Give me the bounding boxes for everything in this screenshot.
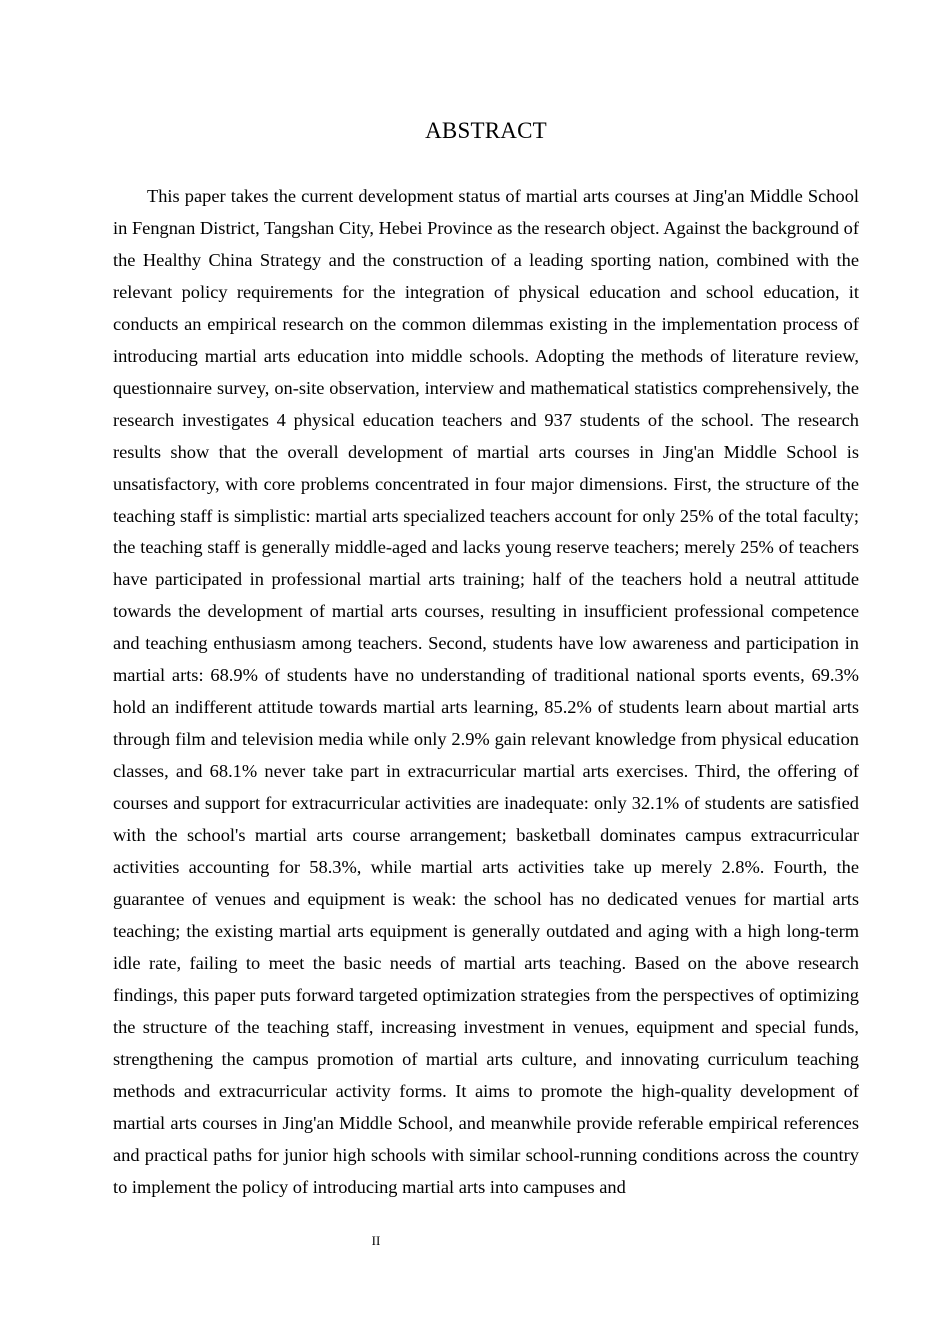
page-number: II <box>371 1233 381 1248</box>
abstract-body: This paper takes the current development status of martial arts courses at Jing'an Middle School in Fengnan District, Tangshan City, Hebei Province as the research object. Against the background of the Healthy China Strategy and the construction of a leading sporting nation, combined with the relevant policy requirements for the integration of physical education and school education, it conducts an empirical research on the common dilemmas existing in the implementation process of introducing martial arts education into middle schools. Adopting the methods of literature review, questionnaire survey, on-site observation, interview and mathematical statistics comprehensively, the research investigates 4 physical education teachers and 937 students of the school. The research results show that the overall development of martial arts courses in Jing'an Middle School is unsatisfactory, with core problems concentrated in four major dimensions. First, the structure of the teaching staff is simplistic: martial arts specialized teachers account for only 25% of the total faculty; the teaching staff is generally middle-aged and lacks young reserve teachers; merely 25% of teachers have participated in professional martial arts training; half of the teachers hold a neutral attitude towards the development of martial arts courses, resulting in insufficient professional competence and teaching enthusiasm among teachers. Second, students have low awareness and participation in martial arts: 68.9% of students have no understanding of traditional national sports events, 69.3% hold an indifferent attitude towards martial arts learning, 85.2% of students learn about martial arts through film and television media while only 2.9% gain relevant knowledge from physical education classes, and 68.1% never take part in extracurricular martial arts exercises. Third, the offering of courses and support for extracurricular activities are inadequate: only 32.1% of students are satisfied with the school's martial arts course arrangement; basketball dominates campus extracurricular activities accounting for 58.3%, while martial arts activities take up merely 2.8%. Fourth, the guarantee of venues and equipment is weak: the school has no dedicated venues for martial arts teaching; the existing martial arts equipment is generally outdated and aging with a high long-term idle rate, failing to meet the basic needs of martial arts teaching. Based on the above research findings, this paper puts forward targeted optimization strategies from the perspectives of optimizing the structure of the teaching staff, increasing investment in venues, equipment and special funds, strengthening the campus promotion of martial arts culture, and innovating curriculum teaching methods and extracurricular activity forms. It aims to promote the high-quality development of martial arts courses in Jing'an Middle School, and meanwhile provide referable empirical references and practical paths for junior high schools with similar school-running conditions across the country to implement the policy of introducing martial arts into campuses and <box>113 186 859 1197</box>
abstract-heading: ABSTRACT <box>425 118 547 143</box>
